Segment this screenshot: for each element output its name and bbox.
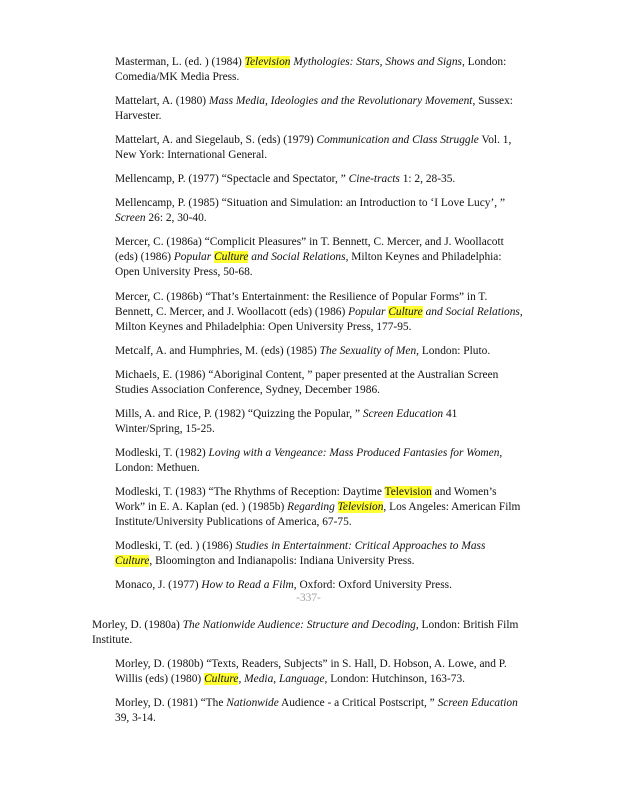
bibliography-entry xyxy=(115,235,525,280)
highlighted-text: Culture xyxy=(115,555,150,568)
entry-text: 41 Winter/Spring, 15-25. xyxy=(115,407,458,435)
bibliography-entry xyxy=(92,657,525,687)
entry-text: Morley, D. (1980a) xyxy=(92,619,183,631)
entry-text: Cine-tracts xyxy=(348,173,400,186)
entry-text: and Social Relations xyxy=(422,305,520,318)
entry-text: Mattelart, A. and Siegelaub, S. (eds) (1979) xyxy=(115,134,317,147)
entry-text: Nationwide xyxy=(226,697,279,710)
entry-text: 26: 2, 30-40. xyxy=(145,212,207,225)
entry-text: Vol. 1, New York: International General. xyxy=(115,134,512,162)
entry-text: Mercer, C. (1986b) “That’s Entertainment: the Resilience of Popular Forms” in T. Bennett, C. Mercer, and J. Woollacott (eds) (1986) xyxy=(115,290,488,318)
entry-text: , London: Pluto. xyxy=(416,344,491,357)
entry-text: Metcalf, A. and Humphries, M. (eds) (1985) xyxy=(115,344,320,357)
entry-text: Masterman, L. (ed. ) (1984) xyxy=(115,56,245,68)
entry-text: How to Read a Film xyxy=(201,579,294,592)
entry-text: , Milton Keynes and Philadelphia: Open University Press, 177-95. xyxy=(115,305,523,333)
entry-text: and Women’s Work” in E. A. Kaplan (ed. ) (1985b) xyxy=(115,486,497,514)
entry-text: Communication and Class Struggle xyxy=(316,134,479,147)
entry-text: Modleski, T. (ed. ) (1986) xyxy=(115,540,236,553)
bibliography-list-next-page xyxy=(92,618,525,735)
highlighted-text: Television xyxy=(337,501,384,514)
highlighted-text: Culture xyxy=(214,251,249,264)
entry-text: , London: Comedia/MK Media Press. xyxy=(115,56,507,83)
entry-text: The Sexuality of Men xyxy=(319,344,417,357)
entry-text: , Oxford: Oxford University Press. xyxy=(293,579,452,592)
entry-text: Mellencamp, P. (1985) “Situation and Simulation: an Introduction to ‘I Love Lucy’, ” xyxy=(115,197,506,210)
bibliography-entry xyxy=(115,133,525,163)
entry-text: , Bloomington and Indianapolis: Indiana University Press. xyxy=(149,555,415,568)
entry-text: Monaco, J. (1977) xyxy=(115,579,202,592)
entry-text: Screen Education xyxy=(437,697,518,710)
highlighted-text: Television xyxy=(244,56,291,68)
entry-text: , Sussex: Harvester. xyxy=(115,95,513,123)
bibliography-entry xyxy=(115,368,525,398)
bibliography-entry xyxy=(92,696,525,726)
entry-text: Screen Education xyxy=(362,407,444,420)
entry-text: Popular xyxy=(173,251,215,264)
entry-text: , Milton Keynes and Philadelphia: Open University Press, 50-68. xyxy=(115,251,502,279)
entry-text: , London: British Film Institute. xyxy=(92,619,519,646)
entry-text: Mythologies: Stars, Shows and Signs xyxy=(290,56,462,68)
bibliography-entry xyxy=(115,172,525,187)
bibliography-list xyxy=(115,55,525,602)
bibliography-entry xyxy=(115,196,525,226)
bibliography-entry xyxy=(115,290,525,335)
bibliography-entry xyxy=(115,539,525,569)
bibliography-entry xyxy=(92,618,525,648)
highlighted-text: Culture xyxy=(388,305,423,318)
entry-text: Screen xyxy=(115,212,146,225)
entry-text: , Los Angeles: American Film Institute/University Publications of America, 67-75. xyxy=(115,501,521,529)
bibliography-entry xyxy=(115,344,525,359)
entry-text: Modleski, T. (1982) xyxy=(115,446,209,459)
highlighted-text: Culture xyxy=(204,673,239,685)
entry-text: Modleski, T. (1983) “The Rhythms of Reception: Daytime xyxy=(115,486,385,499)
entry-text: and Social Relations xyxy=(248,251,346,264)
entry-text: Popular xyxy=(348,305,389,318)
entry-text: Morley, D. (1980b) “Texts, Readers, Subjects” in S. Hall, D. Hobson, A. Lowe, and P. Willis (eds) (1980) xyxy=(115,658,507,685)
entry-text: Mercer, C. (1986a) “Complicit Pleasures” in T. Bennett, C. Mercer, and J. Woollacott (eds) (1986) xyxy=(115,236,504,264)
entry-text: Morley, D. (1981) “The xyxy=(115,697,227,710)
bibliography-entry xyxy=(115,55,525,85)
entry-text: Mass Media, Ideologies and the Revolutionary Movement xyxy=(208,95,473,108)
bibliography-entry xyxy=(115,94,525,124)
entry-text: Studies in Entertainment: Critical Approaches to Mass xyxy=(235,540,486,553)
entry-text: , London: Hutchinson, 163-73. xyxy=(324,673,466,685)
bibliography-entry xyxy=(115,446,525,476)
highlighted-text: Television xyxy=(384,486,432,499)
entry-text: Loving with a Vengeance: Mass Produced Fantasies for Women xyxy=(208,446,500,459)
entry-text: Audience - a Critical Postscript, ” xyxy=(278,697,438,710)
entry-text: Mills, A. and Rice, P. (1982) “Quizzing the Popular, ” xyxy=(115,407,363,420)
entry-text: Mellencamp, P. (1977) “Spectacle and Spectator, ” xyxy=(115,173,349,186)
entry-text: Mattelart, A. (1980) xyxy=(115,95,209,108)
entry-text: 39, 3-14. xyxy=(115,712,156,725)
entry-text: 1: 2, 28-35. xyxy=(399,173,456,186)
entry-text: , London: Methuen. xyxy=(115,446,503,474)
entry-text: , Media, Language xyxy=(238,673,325,685)
page-number: -337- xyxy=(296,592,321,604)
entry-text: Michaels, E. (1986) “Aboriginal Content, ” paper presented at the Australian Screen Studies Association Conference, Sydney, December 1986. xyxy=(115,368,499,396)
entry-text: The Nationwide Audience: Structure and Decoding xyxy=(182,619,416,631)
entry-text: Regarding xyxy=(287,501,338,514)
bibliography-entry xyxy=(115,485,525,530)
bibliography-entry xyxy=(115,407,525,437)
